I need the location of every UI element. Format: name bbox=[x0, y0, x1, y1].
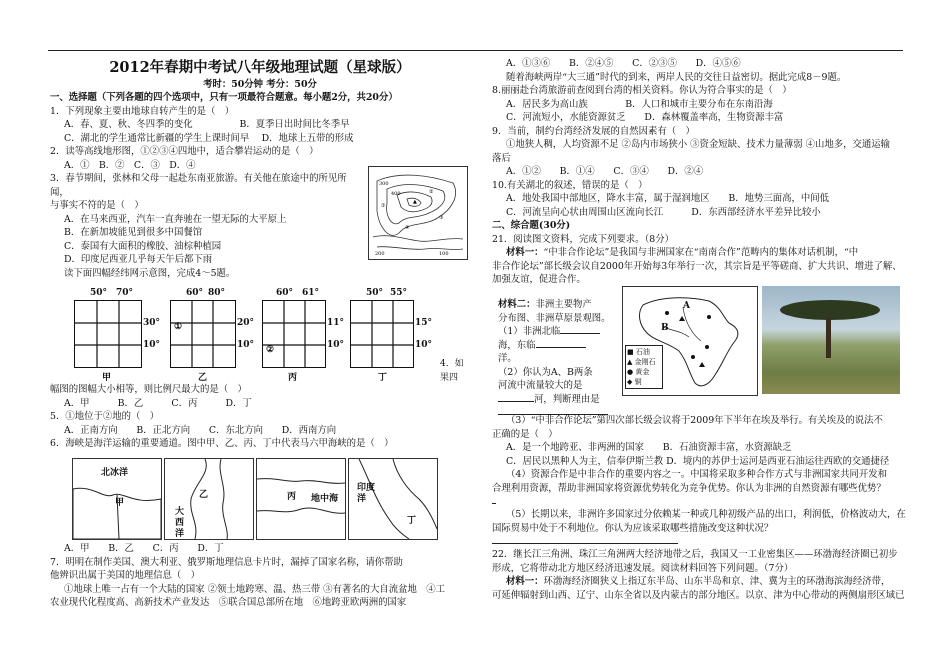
question-8: 8.丽丽赴台湾旅游前查阅到台湾的相关资料。你认为符合事实的是（ ） bbox=[492, 85, 792, 96]
strait-map-3 bbox=[256, 458, 346, 540]
q1-options-cd: C．湖北的学生通常比新疆的学生上课时间早 D．地球上五带的形成 bbox=[64, 132, 354, 144]
q21-5-b: 国际贸易中处于不利地位。你认为应该采取哪些措施改变这种状况？ bbox=[492, 522, 774, 534]
question-22-a: 22．继长江三角洲、珠江三角洲两大经济地带之后，我国又一工业密集区——环渤海经济圈已初步 bbox=[492, 549, 898, 560]
grid-jia-side-b: 10° bbox=[143, 340, 161, 350]
q3-option-a: A．在马来西亚，汽车一直奔驰在一望无际的大平原上 bbox=[64, 213, 287, 225]
contour-map bbox=[368, 166, 468, 260]
question-7-c: ①地球上唯一占有一个大陆的国家 ②领土地跨寒、温、热三带 ③有著名的大自流盆地 ④工 bbox=[64, 583, 445, 595]
svg-text:①: ① bbox=[381, 203, 386, 209]
question-3-a: 3．春节期间，张林和父母一起赴东南亚旅游。有关他在旅途中的所见所闻， bbox=[50, 173, 347, 198]
question-2: 2．读等高线地形图，①②③④四地中，适合攀岩运动的是（ ） bbox=[50, 146, 319, 157]
q8-options-ab: A．居民多为高山族 B．人口和城市主要分布在东南沿海 bbox=[506, 98, 773, 110]
contour-lines bbox=[369, 167, 467, 259]
q21-1-a: （1）非洲北临 bbox=[498, 326, 561, 337]
question-10: 10.有关湖北的叙述，错误的是（ ） bbox=[492, 179, 648, 191]
grid-bing-side-a: 11° bbox=[327, 318, 345, 328]
strait-map-1-mark: 甲 bbox=[115, 498, 125, 508]
legend-gold: 黄金 bbox=[635, 368, 650, 376]
q7-options: A．①③⑥ B．②④⑤ C．②③⑤ D．④⑤⑥ bbox=[506, 58, 741, 69]
grid-yi-lines bbox=[171, 301, 235, 367]
q21-2-blank-1[interactable] bbox=[498, 401, 534, 402]
grid-ding-top-b: 55° bbox=[390, 288, 408, 298]
q10-options-ab: A．地处我国中部地区，降水丰富，属于湿润地区 B．地势三面高，中间低 bbox=[506, 193, 830, 204]
svg-text:200: 200 bbox=[375, 251, 385, 257]
top-rule bbox=[48, 50, 903, 51]
q9-items: ①地狭人稠，人均资源不足 ②岛内市场狭小 ③资金短缺、技术力量薄弱 ④山地多，交通运输 bbox=[506, 139, 890, 150]
material-2-label: 材料二： bbox=[498, 299, 536, 310]
q6-options: A．甲 B．乙 C．丙 D．丁 bbox=[64, 543, 224, 554]
exam-subtitle: 考时：50分钟 考分：50分 bbox=[203, 78, 317, 90]
grid-jia-lines bbox=[75, 301, 141, 367]
q21-4-a: （4）资源合作是中非合作的重要内容之一。中国将采取多种合作方式与非洲国家共同开发和 bbox=[506, 469, 887, 480]
grid-bing-top-a: 60° bbox=[276, 288, 294, 298]
svg-text:④: ④ bbox=[405, 225, 410, 231]
acacia-tree-trunk bbox=[826, 318, 831, 358]
strait-map-4-sea: 印度洋 bbox=[357, 483, 376, 504]
q21-5-answer-line[interactable] bbox=[492, 543, 678, 544]
grid-jia-top-b: 70° bbox=[116, 288, 134, 298]
q21-2-c: 河，判断理由是 bbox=[534, 393, 600, 405]
grid-jia-top-a: 50° bbox=[90, 288, 108, 298]
svg-text:②: ② bbox=[429, 189, 434, 195]
grid-yi-mark: ① bbox=[174, 322, 183, 332]
svg-text:100: 100 bbox=[439, 251, 449, 257]
grid-ding-name: 丁 bbox=[378, 373, 388, 383]
right-column-lower bbox=[492, 414, 912, 602]
q21-1-c: 洋。 bbox=[498, 353, 517, 364]
q21-3-a: （3）“中非合作论坛”第四次部长级会议将于2009年下半年在埃及举行。有关埃及的说法不 bbox=[506, 415, 883, 426]
strait-map-3-sea: 地中海 bbox=[311, 494, 339, 504]
legend-oil: 石油 bbox=[635, 348, 650, 356]
section-2-heading: 二、综合题(30分) bbox=[492, 220, 571, 231]
strait-map-1-sea: 北冰洋 bbox=[101, 468, 129, 478]
strait-map-2-sea: 大西洋 bbox=[175, 507, 185, 539]
strait-map-4-mark: 丁 bbox=[407, 516, 417, 526]
grid-bing bbox=[262, 300, 326, 368]
q21-2-b: 河流中流量较大的是 bbox=[498, 380, 583, 391]
grid-bing-name: 丙 bbox=[288, 373, 298, 383]
africa-legend: ■ 石油 ▲ 金刚石 ● 黄金 ◆ 铜 bbox=[625, 345, 663, 389]
q21-2-a: （2）你认为A、B两条 bbox=[498, 366, 593, 378]
q21-3-b: 正确的是（ ） bbox=[492, 428, 558, 440]
q5-options: A．正南方向 B．正北方向 C．东北方向 D．西南方向 bbox=[64, 424, 337, 436]
q21-4-answer-line[interactable] bbox=[492, 503, 496, 504]
question-7-a: 7．明明在制作美国、澳大利亚、俄罗斯地理信息卡片时，漏掉了国家名称，请你帮助 bbox=[50, 556, 403, 568]
acacia-tree-crown bbox=[780, 300, 880, 320]
grid-yi-side-a: 20° bbox=[237, 318, 255, 328]
grid-yi-name: 乙 bbox=[198, 373, 208, 383]
q21-1-blank-1[interactable] bbox=[560, 333, 600, 334]
right-column bbox=[492, 57, 912, 287]
exam-title: 2012年春期中考试八年级地理试题（星球版） bbox=[109, 59, 411, 76]
q22-material-1-text: 环渤海经济圈狭义上指辽东半岛、山东半岛和京、津、冀为主的环渤海滨海经济带， bbox=[543, 576, 891, 587]
legend-diamond: 金刚石 bbox=[634, 358, 656, 366]
grid-bing-lines bbox=[263, 301, 325, 367]
q21-3-option-cd: C．居民以黑种人为主，信奉伊斯兰教 D．境内的苏伊士运河是西亚石油运往西欧的交通捷径 bbox=[506, 455, 890, 467]
legend-copper: 铜 bbox=[634, 378, 642, 386]
grid-yi-top-a: 60° bbox=[186, 288, 204, 298]
river-b-label: B bbox=[661, 323, 669, 333]
question-22-b: 形成，它将带动北方地区经济迅速发展。阅读材料回答下列问题。（7分） bbox=[492, 562, 794, 574]
grid-ding bbox=[350, 300, 414, 368]
q8-9-intro: 随着海峡两岸“大三通”时代的到来，两岸人民的交往日益密切。据此完成8－9题。 bbox=[506, 71, 847, 83]
grid-jia-side-a: 30° bbox=[143, 318, 161, 328]
grid-jia-name: 甲 bbox=[102, 373, 112, 383]
strait-map-1 bbox=[72, 458, 162, 540]
q3-option-c: C．泰国有大面积的橡胶、油棕种植园 bbox=[64, 240, 222, 252]
left-column-bottom bbox=[50, 542, 470, 610]
material-2-text-b: 分布图、非洲草原景观图。 bbox=[498, 312, 611, 324]
svg-text:▲: ▲ bbox=[413, 199, 417, 205]
material-1-text-c: 加强友谊，促进合作。 bbox=[492, 274, 586, 285]
q3-option-d: D．印度尼西亚几乎每天午后都下雨 bbox=[64, 254, 213, 265]
material-1-text-b: 非合作论坛”部长级会议自2000年开始每3年举行一次，其宗旨是平等磋商、扩大共识、增进了解、 bbox=[492, 260, 902, 272]
africa-map bbox=[622, 286, 758, 396]
svg-text:400: 400 bbox=[391, 191, 401, 197]
grid-bing-side-b: 10° bbox=[327, 340, 345, 350]
q4-tail-a: 4．如 bbox=[440, 359, 464, 369]
q1-options-ab: A．春、夏、秋、冬四季的变化 B．夏季日出时间比冬季早 bbox=[64, 119, 350, 130]
material-1-label: 材料一： bbox=[506, 247, 544, 258]
strait-map-4 bbox=[348, 458, 438, 540]
section-1-heading: 一、选择题（下列各题的四个选项中，只有一项最符合题意。每小题2分，共20分） bbox=[50, 92, 398, 103]
q4-tail-b: 果四 bbox=[440, 373, 459, 383]
grid-yi-side-b: 10° bbox=[237, 340, 255, 350]
river-a-label: A bbox=[683, 301, 690, 311]
question-4: 幅图的图幅大小相等，则比例尺最大的是（ ） bbox=[50, 384, 247, 395]
grid-yi bbox=[170, 300, 236, 368]
grid-bing-top-b: 61° bbox=[302, 288, 320, 298]
q22-material-1-label: 材料一： bbox=[506, 576, 544, 587]
strait-map-3-mark: 丙 bbox=[287, 492, 297, 502]
q8-options-cd: C．河流短小，水能资源贫乏 D．森林覆盖率高，生物资源丰富 bbox=[506, 112, 784, 123]
svg-text:300: 300 bbox=[379, 181, 389, 187]
grid-bing-mark: ② bbox=[266, 345, 275, 355]
q21-4-b: 合理利用资源，帮助非洲国家将资源优势转化为竞争优势。你认为非洲的自然资源有哪些优势？ bbox=[492, 482, 886, 494]
q22-material-1-text-b: 可延伸辐射到山西、辽宁、山东全省以及内蒙古的部分地区。以京、津为中心带动的两侧扇形区域已 bbox=[492, 589, 905, 601]
grid-ding-side-a: 15° bbox=[415, 318, 433, 328]
q21-5-a: （5）长期以来，非洲许多国家过分依赖某一种或几种初级产品的出口，利润低，价格波动大，在 bbox=[506, 509, 906, 520]
grid-ding-lines bbox=[351, 301, 413, 367]
q2-options: A．① B．② C．③ D．④ bbox=[64, 159, 196, 171]
q3-option-b: B．在新加坡能见到很多中国餐馆 bbox=[64, 227, 203, 238]
grid-jia bbox=[74, 300, 142, 368]
question-5: 5．①地位于②地的（ ） bbox=[50, 411, 160, 422]
svg-text:③: ③ bbox=[439, 215, 444, 221]
q10-options-cd: C．河流呈向心状由周围山区流向长江 D．东西部经济水平差异比较小 bbox=[506, 206, 821, 218]
grid-yi-top-b: 80° bbox=[208, 288, 226, 298]
grid-ding-side-b: 10° bbox=[415, 340, 433, 350]
question-7-b: 他辨识出属于美国的地理信息（ ） bbox=[50, 570, 201, 581]
material-2-text-a: 非洲主要物产 bbox=[535, 299, 592, 310]
q9-items-tail: 落后 bbox=[492, 152, 511, 164]
question-1: 1．下列现象主要由地球自转产生的是（ ） bbox=[50, 105, 235, 117]
material-1-text-a: “中非合作论坛”是我国与非洲国家在“南南合作”范畴内的集体对话机制，“中 bbox=[543, 247, 859, 258]
q21-3-option-ab: A．是一个地跨亚、非两洲的国家 B．石油资源丰富，水资源缺乏 bbox=[506, 442, 792, 453]
q4-options: A．甲 B．乙 C．丙 D．丁 bbox=[64, 397, 252, 409]
question-3-b: 与事实不符的是（ ） bbox=[50, 200, 144, 211]
question-7-d: 农业现代化程度高、高新技术产业发达 ⑤联合国总部所在地 ⑥地跨亚欧两洲的国家 bbox=[50, 597, 407, 608]
q21-left-block bbox=[498, 298, 620, 420]
q9-options: A．①② B．①④ C．③④ D．②④ bbox=[506, 166, 704, 177]
strait-map-2 bbox=[164, 458, 254, 540]
left-column-lower bbox=[50, 383, 470, 451]
question-9: 9．当前，制约台湾经济发展的自然因素有（ ） bbox=[492, 125, 695, 137]
grid-intro: 读下面四幅经纬网示意图，完成4～5题。 bbox=[64, 267, 236, 279]
question-21: 21．阅读图文资料，完成下列要求。（8分） bbox=[492, 233, 674, 245]
q21-1-blank-2[interactable] bbox=[536, 347, 586, 348]
question-6: 6．海峡是海洋运输的重要通道。图中甲、乙、丙、丁中代表马六甲海峡的是（ ） bbox=[50, 438, 394, 449]
strait-map-2-mark: 乙 bbox=[199, 490, 209, 500]
q21-1-b: 海，东临 bbox=[498, 339, 536, 351]
grid-ding-top-a: 50° bbox=[366, 288, 384, 298]
